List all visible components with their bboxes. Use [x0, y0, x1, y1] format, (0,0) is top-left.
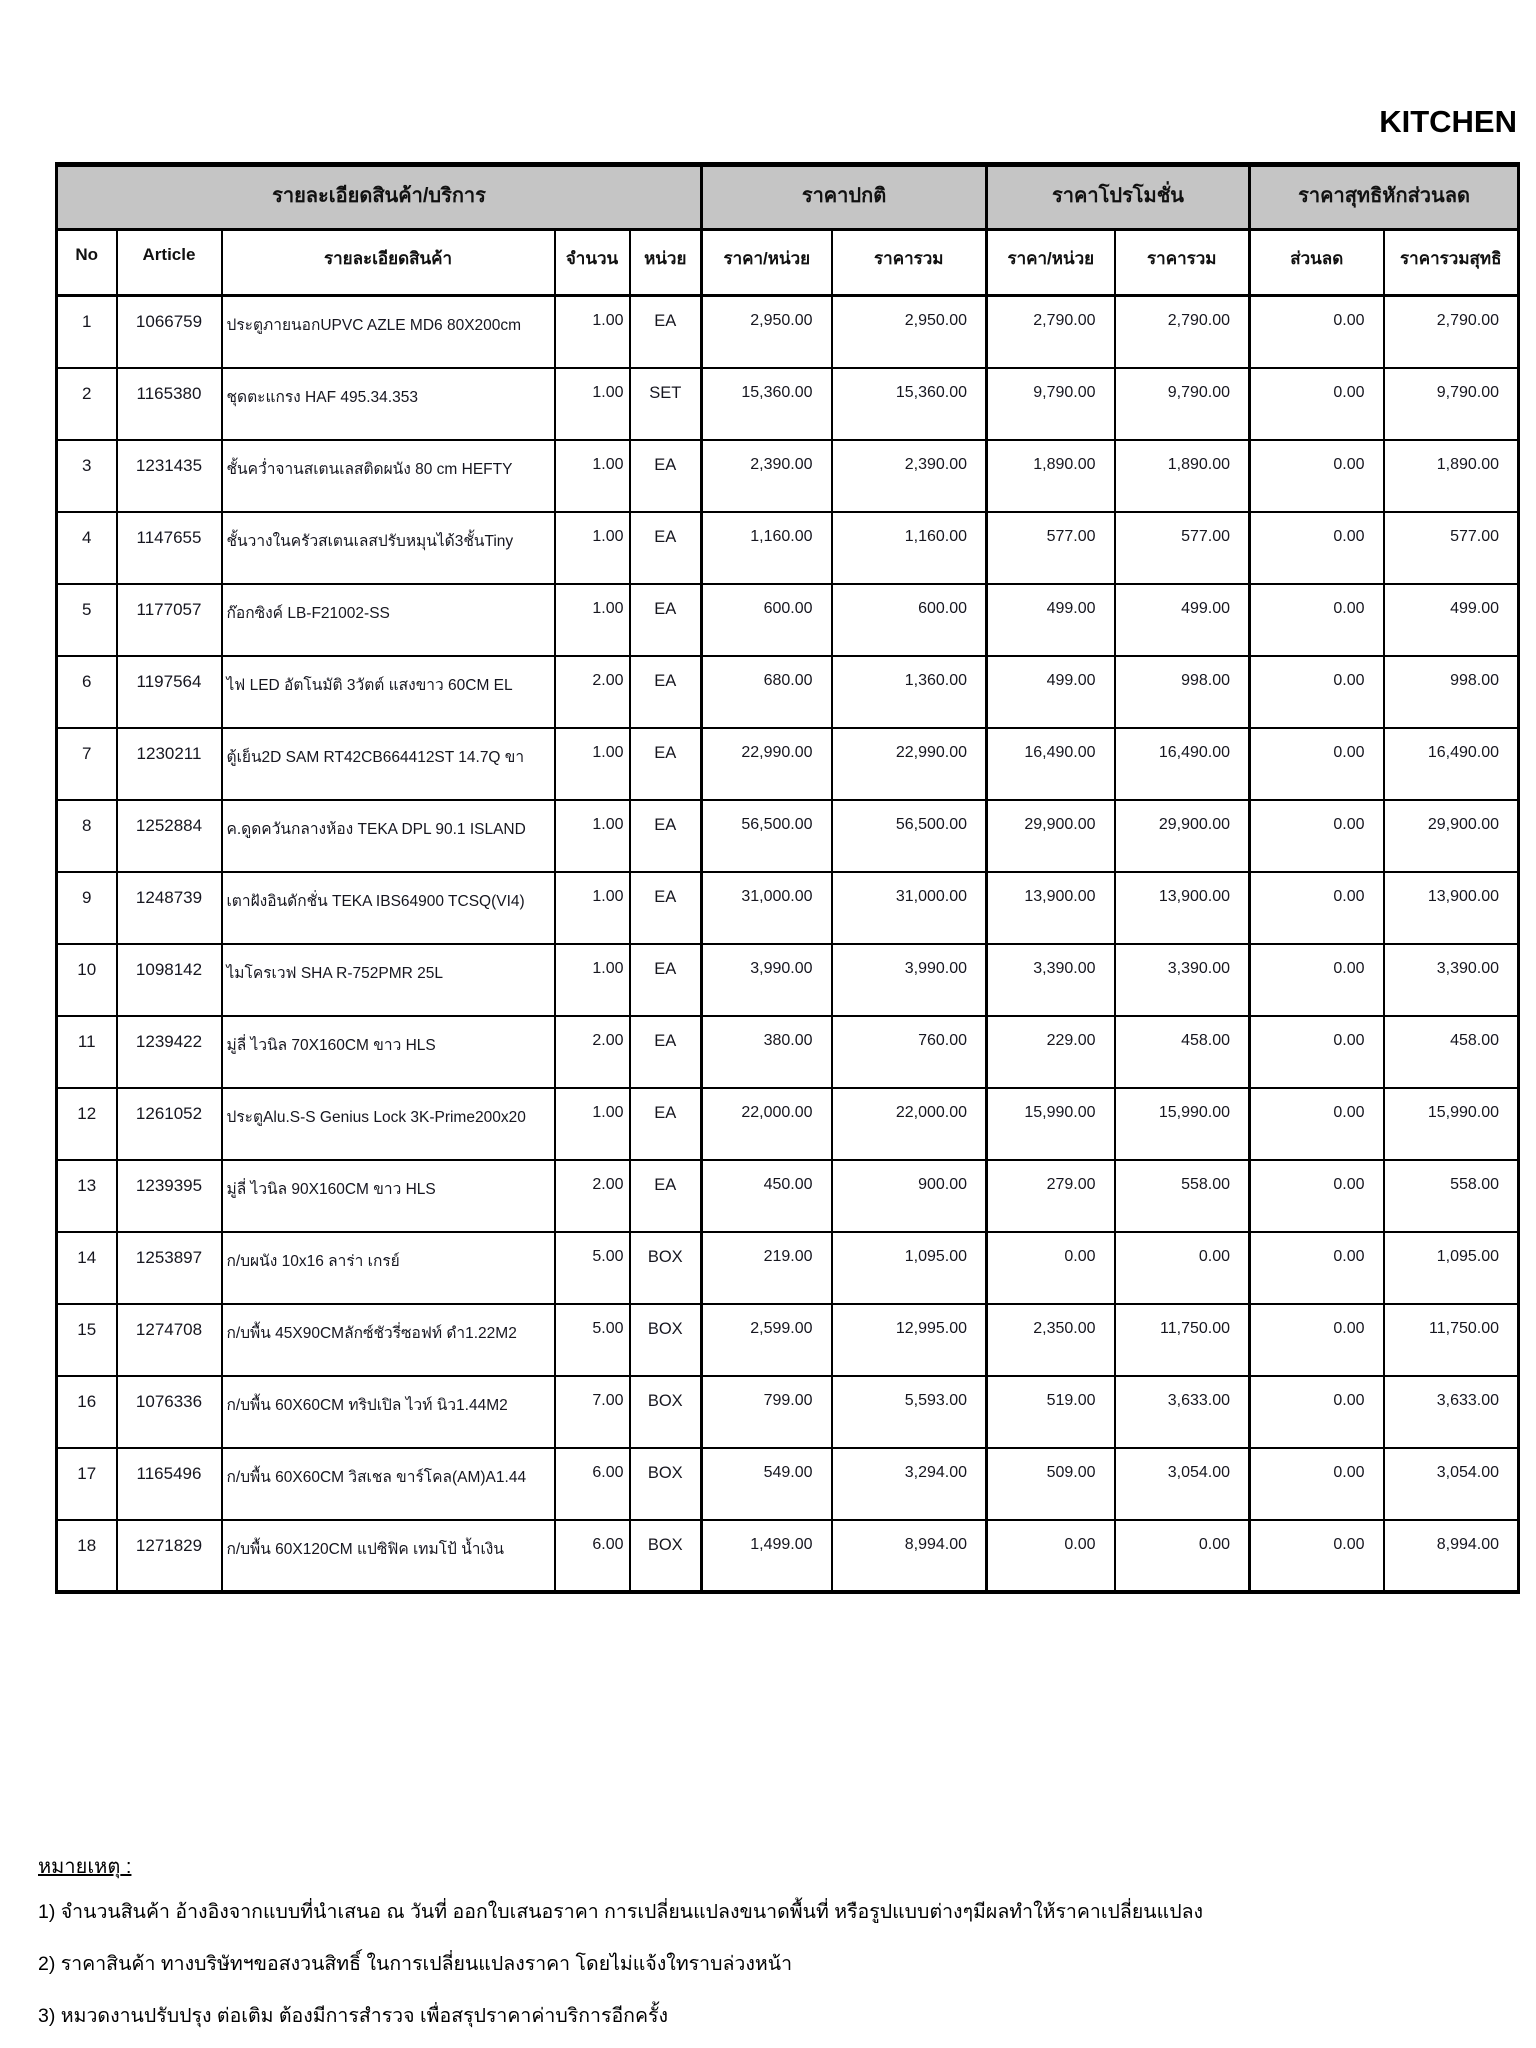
cell-normal-unit-price: 2,390.00 — [702, 440, 832, 512]
cell-no: 10 — [57, 944, 117, 1016]
col-header-unit: หน่วย — [630, 230, 702, 296]
cell-qty: 1.00 — [555, 296, 630, 368]
cell-no: 7 — [57, 728, 117, 800]
cell-promo-total: 998.00 — [1115, 656, 1250, 728]
cell-unit: EA — [630, 800, 702, 872]
cell-normal-total: 3,990.00 — [832, 944, 987, 1016]
cell-net-total: 558.00 — [1384, 1160, 1519, 1232]
cell-promo-unit-price: 279.00 — [987, 1160, 1115, 1232]
cell-description: ประตูภายนอกUPVC AZLE MD6 80X200cm — [222, 296, 555, 368]
note-line: 2) ราคาสินค้า ทางบริษัทฯขอสงวนสิทธิ์ ในการเปลี่ยนแปลงราคา โดยไม่แจ้งใทราบล่วงหน้า — [38, 1953, 793, 1975]
cell-discount: 0.00 — [1250, 1304, 1384, 1376]
table-row — [57, 944, 1519, 1016]
col-header-promo-unit-price: ราคา/หน่วย — [987, 230, 1115, 296]
cell-no: 4 — [57, 512, 117, 584]
cell-qty: 1.00 — [555, 800, 630, 872]
col-header-promo-total: ราคารวม — [1115, 230, 1250, 296]
cell-article: 1261052 — [117, 1088, 222, 1160]
cell-promo-total: 3,054.00 — [1115, 1448, 1250, 1520]
cell-article: 1274708 — [117, 1304, 222, 1376]
cell-normal-total: 5,593.00 — [832, 1376, 987, 1448]
table-row — [57, 872, 1519, 944]
col-header-normal-unit-price: ราคา/หน่วย — [702, 230, 832, 296]
cell-unit: EA — [630, 1160, 702, 1232]
cell-unit: BOX — [630, 1448, 702, 1520]
cell-no: 11 — [57, 1016, 117, 1088]
cell-normal-total: 8,994.00 — [832, 1520, 987, 1592]
cell-promo-unit-price: 577.00 — [987, 512, 1115, 584]
cell-no: 6 — [57, 656, 117, 728]
cell-unit: EA — [630, 512, 702, 584]
cell-normal-unit-price: 219.00 — [702, 1232, 832, 1304]
cell-normal-total: 15,360.00 — [832, 368, 987, 440]
cell-article: 1253897 — [117, 1232, 222, 1304]
cell-normal-unit-price: 549.00 — [702, 1448, 832, 1520]
cell-qty: 1.00 — [555, 584, 630, 656]
note-line: 3) หมวดงานปรับปรุง ต่อเติม ต้องมีการสำรวจ เพื่อสรุปราคาค่าบริการอีกครั้ง — [38, 2005, 669, 2027]
cell-article: 1248739 — [117, 872, 222, 944]
cell-discount: 0.00 — [1250, 1088, 1384, 1160]
cell-unit: EA — [630, 1088, 702, 1160]
cell-article: 1177057 — [117, 584, 222, 656]
group-header-promo-price: ราคาโปรโมชั่น — [987, 165, 1250, 230]
cell-normal-unit-price: 3,990.00 — [702, 944, 832, 1016]
cell-discount: 0.00 — [1250, 1448, 1384, 1520]
cell-net-total: 8,994.00 — [1384, 1520, 1519, 1592]
cell-normal-unit-price: 56,500.00 — [702, 800, 832, 872]
cell-normal-unit-price: 450.00 — [702, 1160, 832, 1232]
cell-article: 1230211 — [117, 728, 222, 800]
cell-promo-unit-price: 1,890.00 — [987, 440, 1115, 512]
cell-article: 1252884 — [117, 800, 222, 872]
cell-no: 15 — [57, 1304, 117, 1376]
cell-promo-unit-price: 9,790.00 — [987, 368, 1115, 440]
cell-description: ชั้นวางในครัวสเตนเลสปรับหมุนได้3ชั้นTiny — [222, 512, 555, 584]
cell-promo-total: 11,750.00 — [1115, 1304, 1250, 1376]
table-row — [57, 1304, 1519, 1376]
cell-qty: 6.00 — [555, 1520, 630, 1592]
cell-normal-total: 3,294.00 — [832, 1448, 987, 1520]
cell-unit: EA — [630, 296, 702, 368]
cell-net-total: 998.00 — [1384, 656, 1519, 728]
cell-normal-unit-price: 380.00 — [702, 1016, 832, 1088]
cell-net-total: 15,990.00 — [1384, 1088, 1519, 1160]
cell-qty: 1.00 — [555, 440, 630, 512]
cell-normal-unit-price: 2,599.00 — [702, 1304, 832, 1376]
cell-description: ตู้เย็น2D SAM RT42CB664412ST 14.7Q ขา — [222, 728, 555, 800]
cell-qty: 2.00 — [555, 1016, 630, 1088]
cell-normal-unit-price: 1,499.00 — [702, 1520, 832, 1592]
cell-normal-unit-price: 15,360.00 — [702, 368, 832, 440]
cell-description: ก/บพื้น 60X120CM แปซิฟิค เทมโป้ น้ำเงิน — [222, 1520, 555, 1592]
cell-promo-unit-price: 3,390.00 — [987, 944, 1115, 1016]
cell-qty: 1.00 — [555, 1088, 630, 1160]
cell-description: ค.ดูดควันกลางห้อง TEKA DPL 90.1 ISLAND — [222, 800, 555, 872]
cell-qty: 5.00 — [555, 1304, 630, 1376]
cell-article: 1066759 — [117, 296, 222, 368]
cell-no: 14 — [57, 1232, 117, 1304]
notes-list — [38, 1896, 1518, 2031]
cell-unit: EA — [630, 872, 702, 944]
cell-qty: 1.00 — [555, 512, 630, 584]
cell-normal-total: 1,160.00 — [832, 512, 987, 584]
cell-promo-unit-price: 2,790.00 — [987, 296, 1115, 368]
cell-description: ประตูAlu.S-S Genius Lock 3K-Prime200x20 — [222, 1088, 555, 1160]
cell-discount: 0.00 — [1250, 1376, 1384, 1448]
cell-normal-unit-price: 22,990.00 — [702, 728, 832, 800]
notes-section — [38, 1850, 1518, 2048]
cell-net-total: 3,054.00 — [1384, 1448, 1519, 1520]
col-header-description: รายละเอียดสินค้า — [222, 230, 555, 296]
table-row — [57, 584, 1519, 656]
table-row — [57, 1088, 1519, 1160]
table-row — [57, 1232, 1519, 1304]
cell-promo-total: 558.00 — [1115, 1160, 1250, 1232]
cell-no: 1 — [57, 296, 117, 368]
cell-normal-total: 2,950.00 — [832, 296, 987, 368]
cell-article: 1165380 — [117, 368, 222, 440]
cell-discount: 0.00 — [1250, 728, 1384, 800]
table-row — [57, 1376, 1519, 1448]
cell-description: มู่ลี่ ไวนิล 90X160CM ขาว HLS — [222, 1160, 555, 1232]
table-row — [57, 1016, 1519, 1088]
col-header-article: Article — [117, 230, 222, 296]
table-row — [57, 1160, 1519, 1232]
cell-discount: 0.00 — [1250, 872, 1384, 944]
cell-unit: EA — [630, 944, 702, 1016]
cell-promo-total: 3,390.00 — [1115, 944, 1250, 1016]
cell-unit: SET — [630, 368, 702, 440]
cell-article: 1098142 — [117, 944, 222, 1016]
cell-normal-unit-price: 1,160.00 — [702, 512, 832, 584]
cell-normal-unit-price: 680.00 — [702, 656, 832, 728]
table-row — [57, 800, 1519, 872]
cell-description: ก/บผนัง 10x16 ลาร่า เกรย์ — [222, 1232, 555, 1304]
col-header-net-total: ราคารวมสุทธิ — [1384, 230, 1519, 296]
cell-description: เตาฝังอินดักชั่น TEKA IBS64900 TCSQ(VI4) — [222, 872, 555, 944]
cell-description: ก/บพื้น 60X60CM ทริปเปิล ไวท์ นิว1.44M2 — [222, 1376, 555, 1448]
cell-discount: 0.00 — [1250, 584, 1384, 656]
col-header-discount: ส่วนลด — [1250, 230, 1384, 296]
table-row — [57, 1448, 1519, 1520]
cell-no: 9 — [57, 872, 117, 944]
column-header-row — [57, 230, 1519, 296]
cell-description: ชั้นคว่ำจานสเตนเลสติดผนัง 80 cm HEFTY — [222, 440, 555, 512]
cell-no: 18 — [57, 1520, 117, 1592]
table-body — [57, 296, 1519, 1592]
note-line: 1) จำนวนสินค้า อ้างอิงจากแบบที่นำเสนอ ณ วันที่ ออกใบเสนอราคา การเปลี่ยนแปลงขนาดพื้นที่ หรือรูปแบบต่างๆมีผลทำให้ราคาเปลี่ยนแปลง — [38, 1901, 1204, 1923]
cell-discount: 0.00 — [1250, 1232, 1384, 1304]
cell-discount: 0.00 — [1250, 656, 1384, 728]
cell-normal-total: 760.00 — [832, 1016, 987, 1088]
cell-description: ก/บพื้น 45X90CMลักซ์ชัวรี่ซอฟท์ ดำ1.22M2 — [222, 1304, 555, 1376]
cell-promo-unit-price: 15,990.00 — [987, 1088, 1115, 1160]
cell-description: ชุดตะแกรง HAF 495.34.353 — [222, 368, 555, 440]
cell-promo-total: 15,990.00 — [1115, 1088, 1250, 1160]
cell-normal-unit-price: 600.00 — [702, 584, 832, 656]
cell-promo-unit-price: 2,350.00 — [987, 1304, 1115, 1376]
cell-promo-total: 29,900.00 — [1115, 800, 1250, 872]
cell-qty: 1.00 — [555, 728, 630, 800]
cell-net-total: 577.00 — [1384, 512, 1519, 584]
cell-unit: EA — [630, 728, 702, 800]
cell-discount: 0.00 — [1250, 1520, 1384, 1592]
cell-normal-unit-price: 799.00 — [702, 1376, 832, 1448]
cell-unit: BOX — [630, 1520, 702, 1592]
group-header-net-price: ราคาสุทธิหักส่วนลด — [1250, 165, 1519, 230]
notes-heading-colon: : — [120, 1856, 132, 1878]
cell-net-total: 9,790.00 — [1384, 368, 1519, 440]
cell-no: 2 — [57, 368, 117, 440]
cell-unit: EA — [630, 584, 702, 656]
cell-article: 1239395 — [117, 1160, 222, 1232]
col-header-no: No — [57, 230, 117, 296]
cell-promo-unit-price: 499.00 — [987, 584, 1115, 656]
cell-qty: 2.00 — [555, 1160, 630, 1232]
cell-discount: 0.00 — [1250, 1016, 1384, 1088]
cell-normal-total: 56,500.00 — [832, 800, 987, 872]
cell-article: 1271829 — [117, 1520, 222, 1592]
cell-discount: 0.00 — [1250, 1160, 1384, 1232]
table-row — [57, 368, 1519, 440]
cell-promo-unit-price: 509.00 — [987, 1448, 1115, 1520]
cell-promo-unit-price: 13,900.00 — [987, 872, 1115, 944]
cell-normal-total: 12,995.00 — [832, 1304, 987, 1376]
cell-discount: 0.00 — [1250, 440, 1384, 512]
cell-article: 1147655 — [117, 512, 222, 584]
page-title: KITCHEN — [1379, 104, 1517, 139]
cell-promo-unit-price: 519.00 — [987, 1376, 1115, 1448]
cell-normal-total: 1,095.00 — [832, 1232, 987, 1304]
cell-promo-total: 2,790.00 — [1115, 296, 1250, 368]
cell-normal-unit-price: 2,950.00 — [702, 296, 832, 368]
cell-normal-total: 2,390.00 — [832, 440, 987, 512]
group-header-normal-price: ราคาปกติ — [702, 165, 987, 230]
cell-description: ก๊อกซิงค์ LB-F21002-SS — [222, 584, 555, 656]
cell-promo-total: 9,790.00 — [1115, 368, 1250, 440]
notes-heading-word: หมายเหตุ — [38, 1856, 121, 1878]
cell-discount: 0.00 — [1250, 296, 1384, 368]
cell-promo-total: 0.00 — [1115, 1232, 1250, 1304]
table-row — [57, 1520, 1519, 1592]
cell-qty: 2.00 — [555, 656, 630, 728]
cell-qty: 7.00 — [555, 1376, 630, 1448]
cell-no: 12 — [57, 1088, 117, 1160]
cell-unit: EA — [630, 656, 702, 728]
col-header-normal-total: ราคารวม — [832, 230, 987, 296]
cell-normal-total: 22,990.00 — [832, 728, 987, 800]
cell-discount: 0.00 — [1250, 512, 1384, 584]
cell-promo-unit-price: 29,900.00 — [987, 800, 1115, 872]
cell-net-total: 458.00 — [1384, 1016, 1519, 1088]
col-header-qty: จำนวน — [555, 230, 630, 296]
cell-no: 16 — [57, 1376, 117, 1448]
cell-net-total: 3,390.00 — [1384, 944, 1519, 1016]
quotation-table — [55, 162, 1520, 1594]
cell-article: 1076336 — [117, 1376, 222, 1448]
cell-description: ไฟ LED อัตโนมัติ 3วัตต์ แสงขาว 60CM EL — [222, 656, 555, 728]
cell-promo-unit-price: 16,490.00 — [987, 728, 1115, 800]
cell-net-total: 499.00 — [1384, 584, 1519, 656]
cell-no: 17 — [57, 1448, 117, 1520]
cell-article: 1197564 — [117, 656, 222, 728]
cell-normal-total: 900.00 — [832, 1160, 987, 1232]
cell-qty: 5.00 — [555, 1232, 630, 1304]
cell-no: 3 — [57, 440, 117, 512]
table-row — [57, 512, 1519, 584]
cell-promo-unit-price: 0.00 — [987, 1232, 1115, 1304]
cell-promo-unit-price: 0.00 — [987, 1520, 1115, 1592]
cell-normal-total: 22,000.00 — [832, 1088, 987, 1160]
cell-description: ไมโครเวฟ SHA R-752PMR 25L — [222, 944, 555, 1016]
cell-description: ก/บพื้น 60X60CM วิสเชล ขาร์โคล(AM)A1.44 — [222, 1448, 555, 1520]
cell-net-total: 3,633.00 — [1384, 1376, 1519, 1448]
cell-promo-total: 3,633.00 — [1115, 1376, 1250, 1448]
cell-promo-total: 16,490.00 — [1115, 728, 1250, 800]
table-row — [57, 656, 1519, 728]
table-row — [57, 440, 1519, 512]
cell-net-total: 1,095.00 — [1384, 1232, 1519, 1304]
cell-normal-total: 600.00 — [832, 584, 987, 656]
table-row — [57, 296, 1519, 368]
cell-net-total: 2,790.00 — [1384, 296, 1519, 368]
cell-promo-total: 577.00 — [1115, 512, 1250, 584]
cell-qty: 1.00 — [555, 368, 630, 440]
cell-promo-total: 13,900.00 — [1115, 872, 1250, 944]
cell-article: 1239422 — [117, 1016, 222, 1088]
cell-net-total: 1,890.00 — [1384, 440, 1519, 512]
cell-unit: EA — [630, 1016, 702, 1088]
cell-promo-total: 1,890.00 — [1115, 440, 1250, 512]
cell-no: 13 — [57, 1160, 117, 1232]
cell-promo-total: 458.00 — [1115, 1016, 1250, 1088]
cell-article: 1165496 — [117, 1448, 222, 1520]
cell-promo-unit-price: 499.00 — [987, 656, 1115, 728]
table-row — [57, 728, 1519, 800]
cell-normal-total: 1,360.00 — [832, 656, 987, 728]
cell-discount: 0.00 — [1250, 368, 1384, 440]
cell-normal-unit-price: 31,000.00 — [702, 872, 832, 944]
cell-article: 1231435 — [117, 440, 222, 512]
cell-unit: BOX — [630, 1304, 702, 1376]
cell-discount: 0.00 — [1250, 944, 1384, 1016]
cell-normal-unit-price: 22,000.00 — [702, 1088, 832, 1160]
cell-unit: BOX — [630, 1376, 702, 1448]
cell-unit: BOX — [630, 1232, 702, 1304]
cell-qty: 1.00 — [555, 944, 630, 1016]
cell-no: 8 — [57, 800, 117, 872]
cell-qty: 6.00 — [555, 1448, 630, 1520]
group-header-row — [57, 165, 1519, 230]
group-header-product-details: รายละเอียดสินค้า/บริการ — [57, 165, 702, 230]
cell-net-total: 16,490.00 — [1384, 728, 1519, 800]
notes-heading — [38, 1850, 1518, 1882]
cell-promo-total: 0.00 — [1115, 1520, 1250, 1592]
cell-no: 5 — [57, 584, 117, 656]
cell-discount: 0.00 — [1250, 800, 1384, 872]
cell-description: มู่ลี่ ไวนิล 70X160CM ขาว HLS — [222, 1016, 555, 1088]
cell-normal-total: 31,000.00 — [832, 872, 987, 944]
cell-net-total: 13,900.00 — [1384, 872, 1519, 944]
cell-net-total: 29,900.00 — [1384, 800, 1519, 872]
cell-promo-unit-price: 229.00 — [987, 1016, 1115, 1088]
cell-promo-total: 499.00 — [1115, 584, 1250, 656]
cell-unit: EA — [630, 440, 702, 512]
cell-qty: 1.00 — [555, 872, 630, 944]
cell-net-total: 11,750.00 — [1384, 1304, 1519, 1376]
